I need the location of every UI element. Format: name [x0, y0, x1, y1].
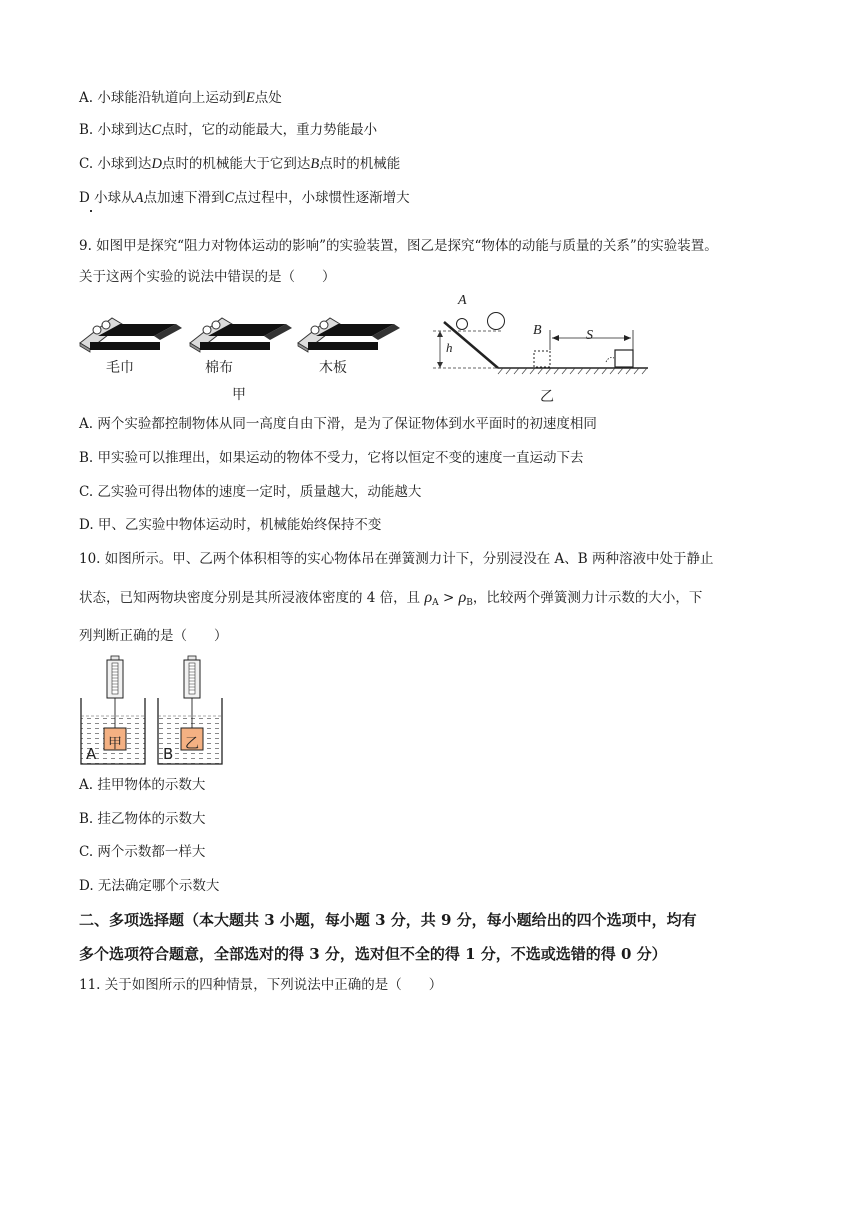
q9-stem-line1: 9. 如图甲是探究“阻力对物体运动的影响”的实验装置，图乙是探究“物体的动能与质量的关系”的实验装置。 — [79, 238, 718, 254]
rho-b-subscript: B — [466, 598, 473, 608]
q8-option-b — [79, 120, 377, 140]
small-ball — [457, 319, 468, 330]
q10-figure — [78, 656, 238, 768]
section2-heading-line2: 多个选项符合题意，全部选对的得 3 分，选对但不全的得 1 分，不选或选错的得 0 分） — [79, 945, 667, 963]
point-c-label-2: C — [224, 190, 235, 206]
block-end-position — [615, 350, 633, 367]
q8-option-d-text-end: 点过程中，小球惯性逐渐增大 — [234, 190, 410, 206]
q10-option-a: A. 挂甲物体的示数大 — [79, 777, 206, 793]
q9-stem-line2: 关于这两个实验的说法中错误的是（ ） — [79, 269, 336, 285]
block-jia-label: 甲 — [108, 736, 122, 752]
label-a: A — [458, 293, 467, 308]
point-d-label: D — [151, 156, 162, 172]
q8-option-d-text-mid: 点加速下滑到 — [143, 190, 225, 206]
q8-option-c-text-mid: 点时的机械能大于它到达 — [161, 156, 311, 172]
q9-figure-jia — [80, 310, 400, 360]
point-e-label: E — [245, 90, 255, 106]
rho-a-symbol: ρ — [424, 589, 433, 606]
q10-stem-line3: 列判断正确的是（ ） — [79, 628, 228, 644]
surface-label-towel: 毛巾 — [106, 360, 134, 376]
q8-option-d-text: D 小球从 — [79, 190, 135, 206]
beaker-a-label: A — [86, 745, 97, 763]
block-yi-label: 乙 — [185, 736, 199, 752]
figure-label-yi: 乙 — [540, 389, 554, 405]
label-s: S — [586, 328, 593, 343]
q8-option-a-text-end: 点处 — [254, 90, 282, 106]
q8-option-a — [79, 88, 282, 108]
q8-option-b-text-end: 点时，它的动能最大，重力势能最小 — [161, 122, 378, 138]
point-c-label: C — [151, 122, 162, 138]
q11-stem: 11. 关于如图所示的四种情景，下列说法中正确的是（ ） — [79, 977, 443, 993]
q9-figure-yi — [428, 316, 658, 382]
large-ball — [488, 313, 505, 330]
label-b: B — [533, 323, 542, 338]
block-start-position — [534, 351, 550, 367]
surface-label-wood: 木板 — [319, 360, 347, 376]
ramp-towel — [80, 318, 182, 352]
q8-option-a-text: A. 小球能沿轨道向上运动到 — [79, 90, 246, 106]
q8-option-c-text-end: 点时的机械能 — [319, 156, 401, 172]
figure-label-jia: 甲 — [232, 387, 246, 403]
surface-label-cotton: 棉布 — [205, 360, 233, 376]
q9-option-b: B. 甲实验可以推理出，如果运动的物体不受力，它将以恒定不变的速度一直运动下去 — [79, 450, 584, 466]
q9-option-c: C. 乙实验可得出物体的速度一定时，质量越大，动能越大 — [79, 484, 422, 500]
section2-heading-line1: 二、多项选择题（本大题共 3 小题，每小题 3 分，共 9 分，每小题给出的四个选项中，均有 — [79, 911, 697, 929]
q10-option-d: D. 无法确定哪个示数大 — [79, 878, 220, 894]
q8-option-b-text: B. 小球到达 — [79, 122, 152, 138]
q8-option-c — [79, 154, 400, 174]
q10-stem-line2 — [79, 588, 702, 613]
q10-option-b: B. 挂乙物体的示数大 — [79, 811, 206, 827]
q8-option-c-text: C. 小球到达 — [79, 156, 152, 172]
q8-option-d — [79, 188, 410, 208]
beaker-b-label: B — [163, 745, 174, 763]
point-b-label: B — [310, 156, 320, 172]
q10-stem-line2-text: 状态，已知两物块密度分别是其所浸液体密度的 4 倍，且 — [79, 590, 421, 606]
q10-stem-line2-end: ，比较两个弹簧测力计示数的大小，下 — [472, 590, 703, 606]
point-a-label: A — [134, 190, 144, 206]
ramp-cotton — [190, 318, 292, 352]
rho-b-symbol: ρ — [458, 589, 467, 606]
q9-option-d: D. 甲、乙实验中物体运动时，机械能始终保持不变 — [79, 517, 382, 533]
stray-dot — [90, 210, 92, 212]
label-h: h — [446, 340, 453, 355]
rho-a-subscript: A — [432, 598, 439, 608]
greater-than-sign: > — [442, 590, 455, 606]
q9-option-a: A. 两个实验都控制物体从同一高度自由下滑，是为了保证物体到水平面时的初速度相同 — [79, 416, 597, 432]
q10-option-c: C. 两个示数都一样大 — [79, 844, 206, 860]
q10-stem-line1: 10. 如图所示。甲、乙两个体积相等的实心物体吊在弹簧测力计下，分别浸没在 A、B 两种溶液中处于静止 — [79, 551, 714, 567]
ramp-wood — [298, 318, 400, 352]
